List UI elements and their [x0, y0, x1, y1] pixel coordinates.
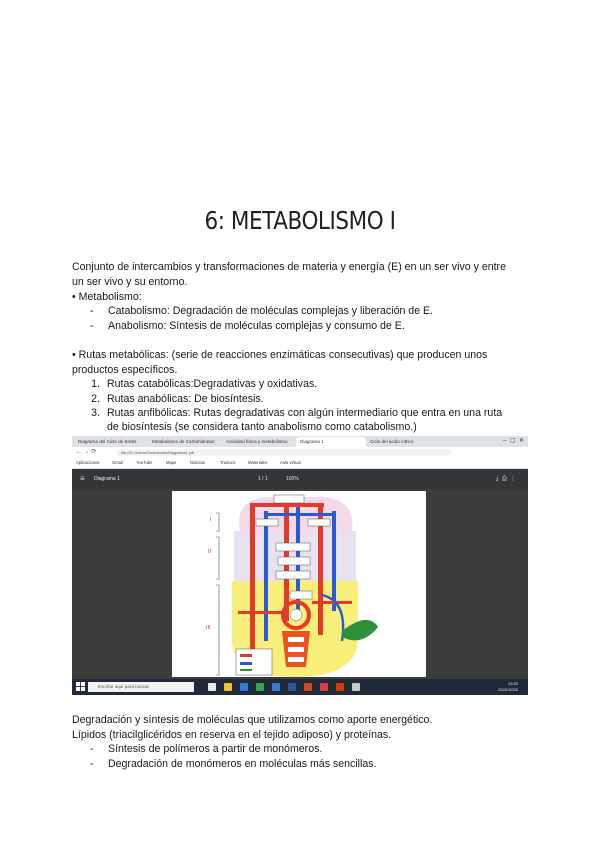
- browser-tab[interactable]: Ciclo del ácido cítrico: [370, 439, 414, 444]
- closing-line-2: Lípidos (triacilglicéridos en reserva en el tejido adiposo) y proteínas.: [72, 729, 392, 741]
- rutas-line-1: • Rutas metabólicas: (serie de reacciones enzimáticas consecutivas) que producen unos: [72, 349, 488, 361]
- task-view-icon[interactable]: [208, 683, 216, 691]
- nav-arrows-icon[interactable]: ← → ⟳: [76, 449, 97, 455]
- download-print-icons[interactable]: ⤓ ⎙ ⋮: [495, 476, 516, 482]
- pdf-page: [172, 491, 426, 677]
- metabolism-diagram: [172, 491, 426, 677]
- intro-line-2: un ser vivo y su entorno.: [72, 276, 188, 288]
- bookmark[interactable]: Aula virtual: [280, 460, 301, 465]
- anabolismo-item: Anabolismo: Síntesis de moléculas complejas y consumo de E.: [108, 320, 405, 332]
- ruta-catabolica: Rutas catabólicas:Degradativas y oxidativas.: [107, 378, 318, 390]
- bookmark[interactable]: YouTube: [136, 460, 153, 465]
- window-controls[interactable]: – ▢ ✕: [503, 438, 524, 444]
- menu-icon[interactable]: ≡: [80, 474, 85, 483]
- bookmark[interactable]: Traducir: [220, 460, 236, 465]
- catabolismo-item: Catabolismo: Degradación de moléculas complejas y liberación de E.: [108, 305, 434, 317]
- browser-tab[interactable]: Diagrama del Ciclo de Krebs: [78, 439, 137, 444]
- edge-icon[interactable]: [240, 683, 248, 691]
- bookmark[interactable]: Maps: [166, 460, 177, 465]
- closing-line-1: Degradación y síntesis de moléculas que utilizamos como aporte energético.: [72, 714, 433, 726]
- bookmarks-bar: [72, 458, 528, 469]
- url-field[interactable]: file:///C:/Users/Downloads/Diagrama1.pdf: [116, 449, 451, 456]
- windows-start-icon[interactable]: [76, 682, 85, 691]
- bullet-dash: -: [90, 758, 94, 770]
- bullet-dash: -: [90, 320, 94, 332]
- closing-item: Síntesis de polímeros a partir de monómeros.: [108, 743, 323, 755]
- page-indicator[interactable]: 1 / 1: [258, 476, 268, 482]
- store-icon[interactable]: [272, 683, 280, 691]
- browser-tab-active[interactable]: Diagrama 1: [296, 437, 366, 447]
- page-title: 6: METABOLISMO I: [204, 206, 396, 235]
- list-number: 1.: [91, 378, 100, 390]
- address-bar: [72, 447, 528, 458]
- taskbar-search[interactable]: Escribe aquí para buscar: [88, 682, 194, 692]
- acrobat-icon[interactable]: [336, 683, 344, 691]
- intro-line-1: Conjunto de intercambios y transformaciones de materia y energía (E) en un ser vivo y entre: [72, 261, 506, 273]
- ruta-anfibolica: Rutas anfibólicas: Rutas degradativas con algún intermediario que entra en una ruta: [107, 407, 503, 419]
- ruta-anfibolica-cont: de biosíntesis (se considera tanto anabolismo como catabolismo.): [107, 421, 417, 433]
- bullet-dash: -: [90, 743, 94, 755]
- browser-tab[interactable]: Metabolismo de Carbohidratos: [152, 439, 215, 444]
- bullet-dash: -: [90, 305, 94, 317]
- powerpoint-icon[interactable]: [304, 683, 312, 691]
- browser-tab-bar: [72, 436, 528, 447]
- word-icon[interactable]: [288, 683, 296, 691]
- chrome-active-icon[interactable]: [352, 683, 360, 691]
- svg-text:I: I: [210, 517, 212, 523]
- windows-taskbar: [72, 679, 528, 695]
- zoom-level[interactable]: 100%: [286, 476, 299, 482]
- chrome-icon[interactable]: [256, 683, 264, 691]
- closing-item: Degradación de monómeros en moléculas más sencillas.: [108, 758, 377, 770]
- bookmark[interactable]: Noticias: [190, 460, 205, 465]
- embedded-screenshot: [72, 436, 528, 695]
- rutas-line-2: productos específicos.: [72, 364, 178, 376]
- office-icon[interactable]: [320, 683, 328, 691]
- bookmark[interactable]: Aplicaciones: [76, 460, 100, 465]
- bookmark[interactable]: Gmail: [112, 460, 123, 465]
- taskbar-clock[interactable]: 13:20 20/11/2020: [498, 681, 518, 692]
- ruta-anabolica: Rutas anabólicas: De biosíntesis.: [107, 393, 264, 405]
- pdf-toolbar: [72, 469, 528, 489]
- file-explorer-icon[interactable]: [224, 683, 232, 691]
- pdf-title: Diagrama 1: [94, 476, 120, 482]
- browser-tab[interactable]: Actividad física y metabolismo: [226, 439, 288, 444]
- svg-text:II: II: [208, 549, 211, 555]
- list-number: 2.: [91, 393, 100, 405]
- list-number: 3.: [91, 407, 100, 419]
- bookmark[interactable]: Materiales: [248, 460, 268, 465]
- svg-text:III: III: [206, 625, 211, 631]
- metabolismo-heading: • Metabolismo:: [72, 291, 142, 303]
